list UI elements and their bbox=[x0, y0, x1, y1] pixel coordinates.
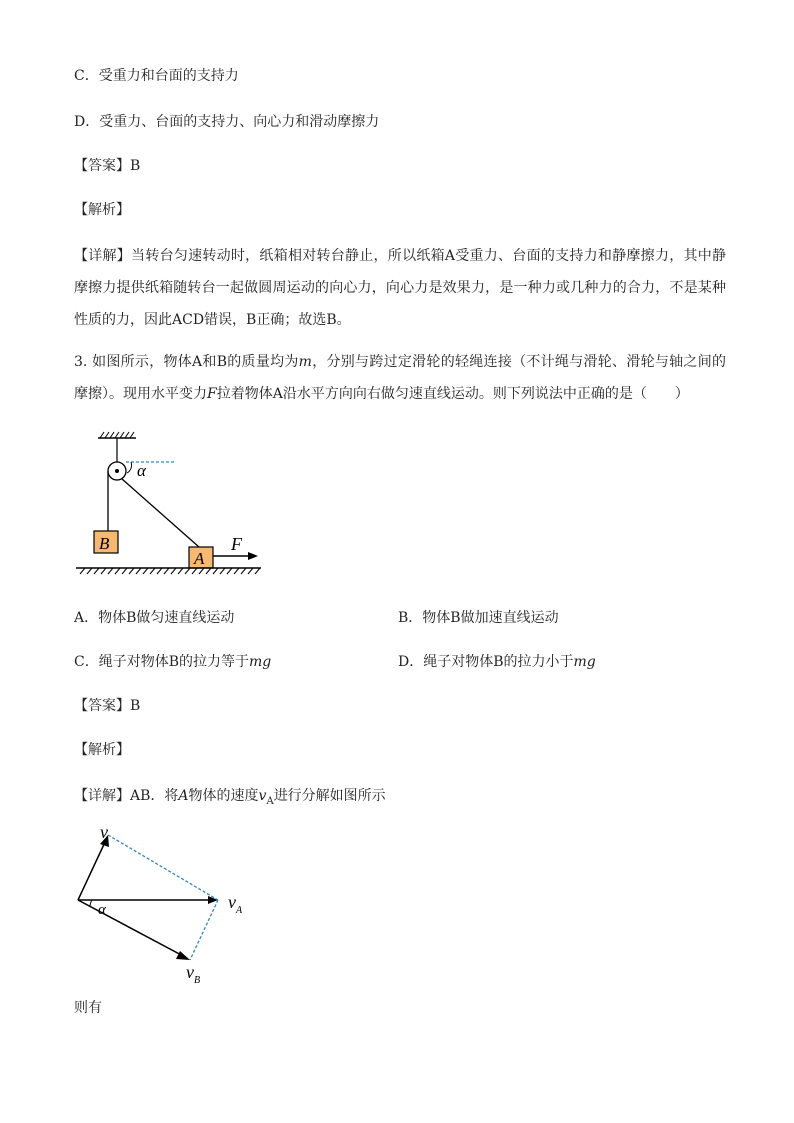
option-c: C．绳子对物体B的拉力等于mg bbox=[74, 654, 272, 670]
va-label: $v_A$ bbox=[228, 892, 243, 916]
vector-angle-alpha: α bbox=[98, 902, 106, 918]
option-a: A．物体B做匀速直线运动 bbox=[74, 610, 235, 626]
block-a-label: A bbox=[194, 549, 205, 568]
answer-prev: 【答案】B bbox=[74, 158, 141, 174]
angle-alpha: α bbox=[137, 461, 146, 480]
then-text: 则有 bbox=[74, 1000, 102, 1016]
option-c-prev: C．受重力和台面的支持力 bbox=[74, 68, 239, 84]
force-f-label: F bbox=[231, 534, 242, 554]
block-b-label: B bbox=[99, 534, 110, 553]
answer: 【答案】B bbox=[74, 698, 141, 714]
analysis-heading: 【解析】 bbox=[74, 742, 130, 758]
analysis-heading-prev: 【解析】 bbox=[74, 202, 130, 218]
v-label: v bbox=[100, 822, 108, 842]
vb-label: $v_B$ bbox=[186, 962, 201, 986]
detail-line: 【详解】AB．将A物体的速度$v_A$进行分解如图所示 bbox=[74, 788, 386, 807]
option-b: B．物体B做加速直线运动 bbox=[398, 610, 559, 626]
option-d-prev: D．受重力、台面的支持力、向心力和滑动摩擦力 bbox=[74, 114, 380, 130]
pulley-figure bbox=[76, 428, 266, 578]
velocity-diagram bbox=[72, 820, 262, 992]
option-d: D．绳子对物体B的拉力小于mg bbox=[398, 654, 596, 670]
detail-prev: 【详解】当转台匀速转动时，纸箱相对转台静止，所以纸箱A受重力、台面的支持力和静摩擦力，其中静摩擦力提供纸箱随转台一起做圆周运动的向心力，向心力是效果力，是一种力或几种力的合力，不是某种性质的力，因此ACD错误，B正确；故选B。 bbox=[74, 248, 726, 328]
question-3-stem: 3. 如图所示，物体A和B的质量均为m，分别与跨过定滑轮的轻绳连接（不计绳与滑轮、滑轮与轴之间的摩擦）。现用水平变力F拉着物体A沿水平方向向右做匀速直线运动。则下列说法中正确的是（ ） bbox=[74, 354, 726, 402]
